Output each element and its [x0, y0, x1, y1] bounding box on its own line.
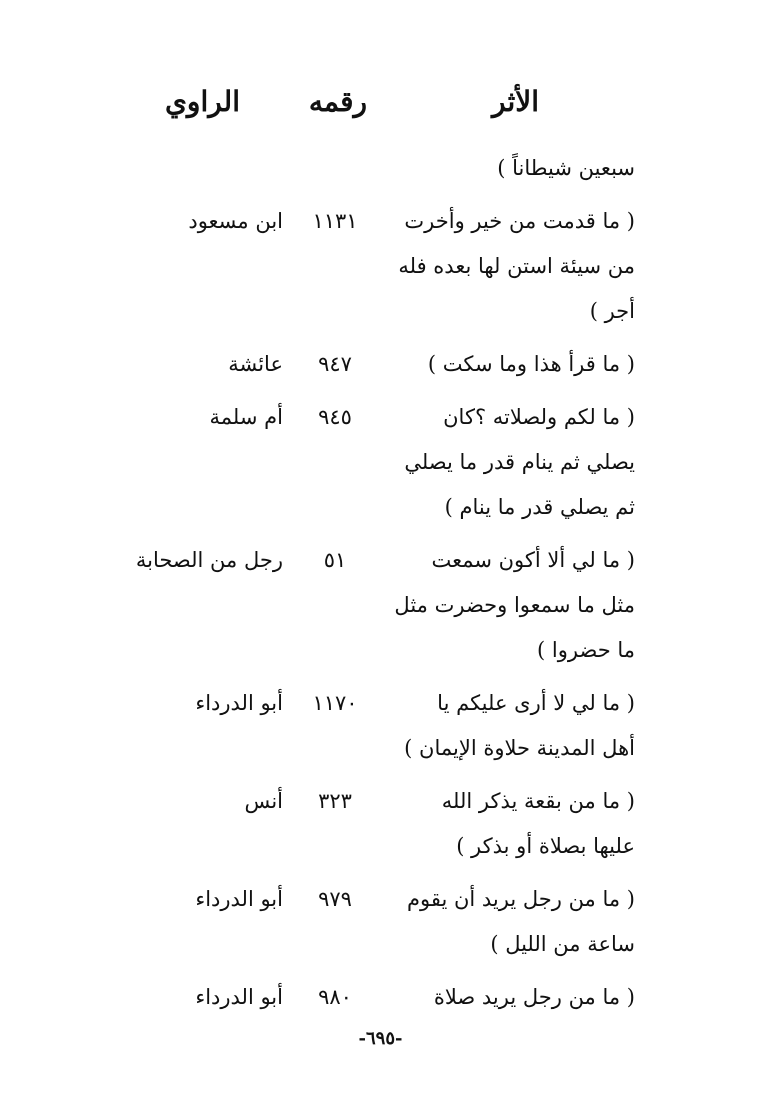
entry-narrator: أم سلمة	[209, 405, 283, 429]
entry-text: ( ما لكم ولصلاته ؟كان يصلي ثم ينام قدر ما يصلي ثم يصلي قدر ما ينام )	[404, 405, 635, 519]
entry-row	[0, 538, 761, 681]
entry-number: ٣٢٣	[318, 789, 352, 813]
entry-number: ٩٨٠	[318, 985, 352, 1009]
entry-text: ( ما من رجل يريد صلاة	[433, 985, 635, 1009]
entry-narrator: ابن مسعود	[188, 209, 283, 233]
entry-number: ١١٣١	[312, 209, 358, 233]
header-athar: الأثر	[492, 85, 539, 118]
entry-number: ٩٧٩	[318, 887, 352, 911]
entry-narrator: أبو الدرداء	[195, 691, 283, 715]
entry-text: ( ما من بقعة يذكر الله عليها بصلاة أو بذكر )	[441, 789, 635, 858]
entry-narrator: أبو الدرداء	[195, 887, 283, 911]
column-header	[0, 85, 761, 129]
entry-number: ٩٤٥	[318, 405, 352, 429]
entry-narrator: أبو الدرداء	[195, 985, 283, 1009]
entry-text: سبعين شيطاناً )	[497, 156, 635, 180]
entry-number: ١١٧٠	[312, 691, 358, 715]
page-number: -٦٩٥-	[358, 1028, 403, 1049]
entry-row	[0, 681, 761, 779]
entry-number: ٩٤٧	[318, 352, 352, 376]
entry-row	[0, 199, 761, 342]
entry-row	[0, 146, 761, 199]
entries-list	[0, 146, 761, 1028]
entry-row	[0, 779, 761, 877]
entry-row	[0, 975, 761, 1028]
header-number: رقمه	[308, 85, 367, 118]
entry-text: ( ما قدمت من خير وأخرت من سيئة استن لها بعده فله أجر )	[398, 209, 635, 323]
entry-row	[0, 395, 761, 538]
entry-narrator: رجل من الصحابة	[135, 548, 283, 572]
entry-text: ( ما من رجل يريد أن يقوم ساعة من الليل )	[406, 887, 635, 956]
entry-row	[0, 342, 761, 395]
entry-text: ( ما لي لا أرى عليكم يا أهل المدينة حلاوة الإيمان )	[404, 691, 635, 760]
entry-text: ( ما لي ألا أكون سمعت مثل ما سمعوا وحضرت مثل ما حضروا )	[394, 548, 635, 662]
entry-narrator: أنس	[244, 789, 283, 813]
entry-text: ( ما قرأ هذا وما سكت )	[427, 352, 635, 376]
header-narrator: الراوي	[165, 85, 240, 118]
entry-row	[0, 877, 761, 975]
entry-narrator: عائشة	[228, 352, 283, 376]
entry-number: ٥١	[323, 548, 347, 572]
